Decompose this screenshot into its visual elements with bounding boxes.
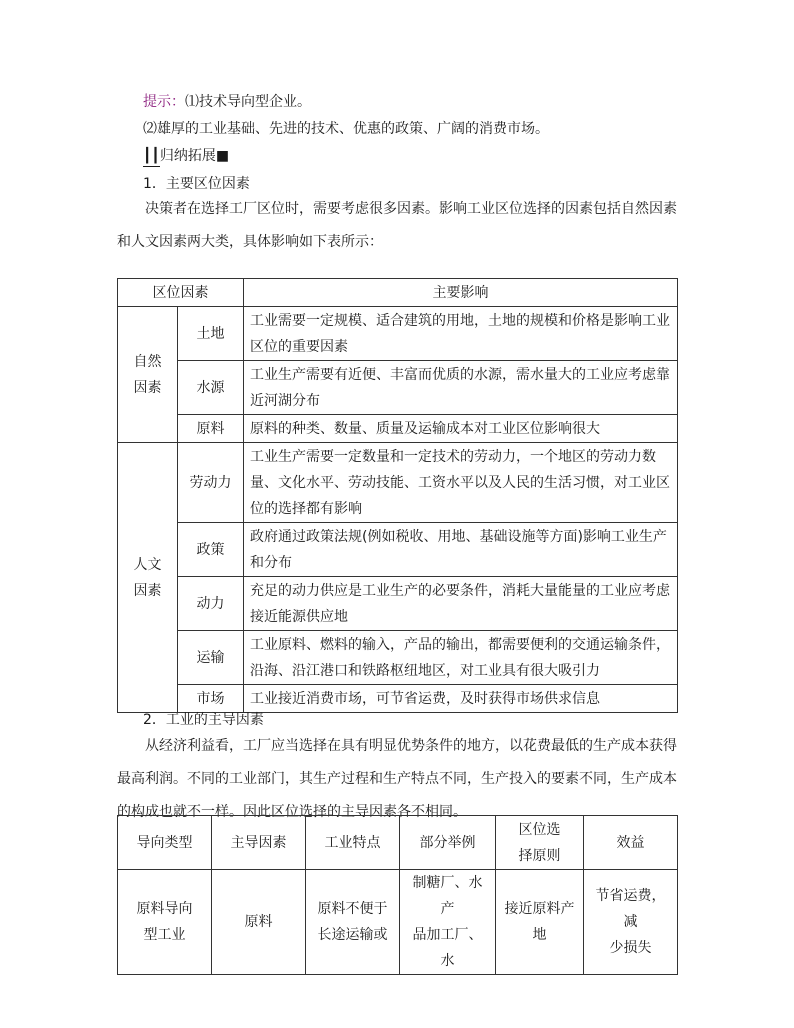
table2-cell-principle: 接近原料产 地 [496, 870, 584, 975]
hint-label: 提示： [143, 94, 185, 110]
table2-cell-type: 原料导向 型工业 [118, 870, 212, 975]
factor-market: 市场 [178, 685, 244, 713]
table2-header-features: 工业特点 [306, 816, 400, 870]
section-mark-icon: ┃┃ [143, 146, 160, 167]
table2-header-type: 导向类型 [118, 816, 212, 870]
factor-transport: 运输 [178, 631, 244, 685]
hint-line-2: ⑵雄厚的工业基础、先进的技术、优惠的政策、广阔的消费市场。 [143, 121, 549, 137]
effect-raw-material: 原料的种类、数量、质量及运输成本对工业区位影响很大 [244, 415, 678, 443]
natural-factors-group: 自然 因素 [118, 307, 178, 443]
factor-power: 动力 [178, 577, 244, 631]
table2-header-dominant: 主导因素 [212, 816, 306, 870]
table2-cell-dominant: 原料 [212, 870, 306, 975]
table2-cell-benefit: 节省运费，减 少损失 [584, 870, 678, 975]
table2-header-benefit: 效益 [584, 816, 678, 870]
location-factors-table [117, 278, 678, 713]
factor-raw-material: 原料 [178, 415, 244, 443]
section-title [143, 146, 229, 167]
table1-header-factor: 区位因素 [118, 279, 244, 307]
factor-land: 土地 [178, 307, 244, 361]
section-title-text: 归纳拓展■ [159, 148, 230, 164]
table2-header-examples: 部分举例 [400, 816, 496, 870]
table2-cell-features: 原料不便于 长途运输或 [306, 870, 400, 975]
hint-line-1 [143, 92, 311, 112]
factor-policy: 政策 [178, 523, 244, 577]
factor-water: 水源 [178, 361, 244, 415]
section-1-paragraph: 决策者在选择工厂区位时，需要考虑很多因素。影响工业区位选择的因素包括自然因素和人文因素两大类，具体影响如下表所示： [117, 201, 677, 250]
effect-water: 工业生产需要有近便、丰富而优质的水源，需水量大的工业应考虑靠近河湖分布 [244, 361, 678, 415]
human-factors-group: 人文 因素 [118, 443, 178, 713]
section-1-heading: 1．主要区位因素 [143, 176, 250, 192]
effect-policy: 政府通过政策法规(例如税收、用地、基础设施等方面)影响工业生产和分布 [244, 523, 678, 577]
effect-power: 充足的动力供应是工业生产的必要条件，消耗大量能量的工业应考虑接近能源供应地 [244, 577, 678, 631]
effect-labor: 工业生产需要一定数量和一定技术的劳动力，一个地区的劳动力数量、文化水平、劳动技能、工资水平以及人民的生活习惯，对工业区位的选择都有影响 [244, 443, 678, 523]
section-2-paragraph: 从经济利益看，工厂应当选择在具有明显优势条件的地方，以花费最低的生产成本获得最高利润。不同的工业部门，其生产过程和生产特点不同，生产投入的要素不同，生产成本的构成也就不一样。因此区位选择的主导因素各不相同。 [117, 738, 677, 820]
table2-header-principle: 区位选 择原则 [496, 816, 584, 870]
table2-cell-examples: 制糖厂、水产 品加工厂、水 [400, 870, 496, 975]
dominant-factors-table [117, 815, 678, 975]
effect-land: 工业需要一定规模、适合建筑的用地，土地的规模和价格是影响工业区位的重要因素 [244, 307, 678, 361]
factor-labor: 劳动力 [178, 443, 244, 523]
table1-header-effect: 主要影响 [244, 279, 678, 307]
section-2-heading: 2．工业的主导因素 [143, 712, 264, 728]
effect-market: 工业接近消费市场，可节省运费，及时获得市场供求信息 [244, 685, 678, 713]
hint-text-1: ⑴技术导向型企业。 [185, 94, 311, 110]
effect-transport: 工业原料、燃料的输入，产品的输出，都需要便利的交通运输条件，沿海、沿江港口和铁路枢纽地区，对工业具有很大吸引力 [244, 631, 678, 685]
